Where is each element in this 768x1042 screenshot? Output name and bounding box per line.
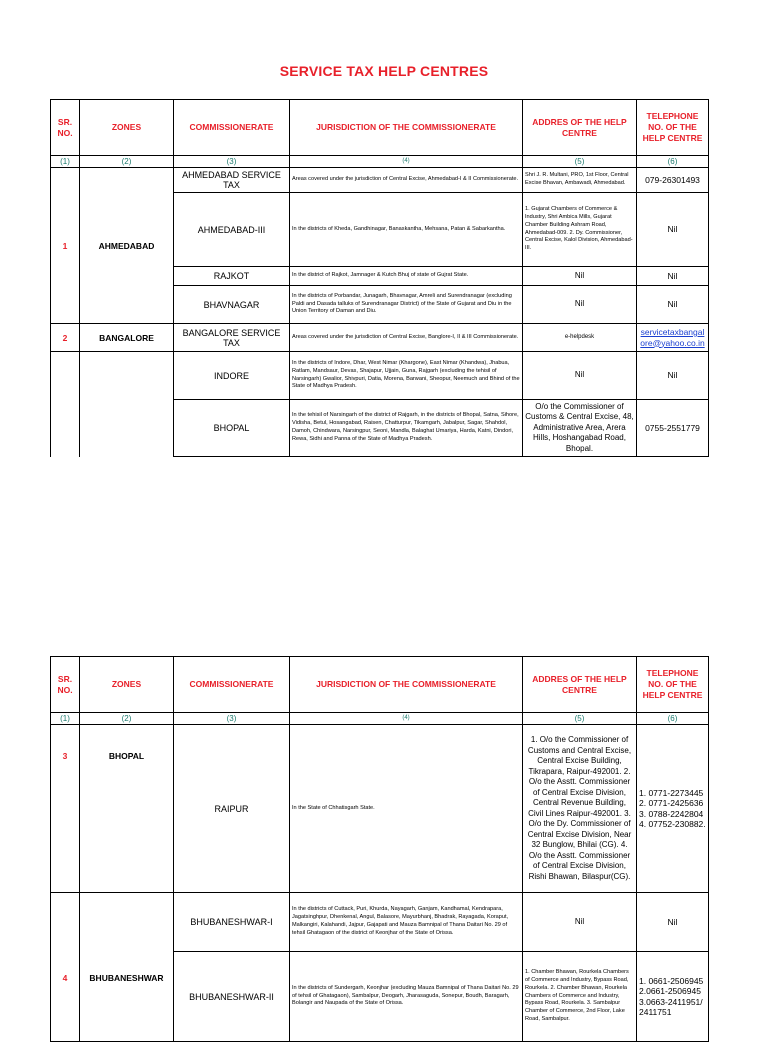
col-num: (3) (174, 713, 290, 725)
telephone: Nil (637, 193, 709, 267)
header-row (51, 100, 709, 156)
jurisdiction: In the State of Chhatisgarh State. (290, 725, 523, 893)
telephone: 079-26301493 (637, 168, 709, 193)
telephone: Nil (637, 893, 709, 952)
commissionerate: BHUBANESHWAR-I (174, 893, 290, 952)
header-telephone: TELEPHONE NO. OF THE HELP CENTRE (637, 657, 709, 713)
col-num: (5) (523, 156, 637, 168)
header-zones: ZONES (80, 657, 174, 713)
help-centre-address: Nil (523, 267, 637, 286)
commissionerate: BANGALORE SERVICE TAX (174, 324, 290, 352)
commissionerate: BHAVNAGAR (174, 286, 290, 324)
commissionerate: BHOPAL (174, 400, 290, 457)
col-num: (6) (637, 156, 709, 168)
sr-number: 1 (51, 168, 80, 324)
header-jurisdiction: JURISDICTION OF THE COMMISSIONERATE (290, 657, 523, 713)
header-telephone: TELEPHONE NO. OF THE HELP CENTRE (637, 100, 709, 156)
table-row (51, 168, 709, 193)
jurisdiction: In the districts of Cuttack, Puri, Khurda, Nayagarh, Ganjam, Kandhamal, Kendrapara, Jagatsinghpur, Dhenkenal, Angul, Balasore, Mayurbhanj, Bhadrak, Rayagada, Koraput, Malkangiri, Kalahandi, Jajpur, Gajapati and Mauza Bamnipal of Thana Daitari No. 29 of tehsil Ghatagaon of the district of Keonjhar of the State of Orissa. (290, 893, 523, 952)
jurisdiction: In the districts of Porbandar, Junagarh, Bhavnagar, Amreli and Surendranagar (excluding Paldi and Dasada talluks of Surendranagar District) of the State of Gujarat and Diu in the Union Territory of Daman and Diu. (290, 286, 523, 324)
commissionerate: BHUBANESHWAR-II (174, 952, 290, 1042)
header-commissionerate: COMMISSIONERATE (174, 657, 290, 713)
sr-number (51, 352, 80, 457)
col-num: (2) (80, 713, 174, 725)
telephone: 1. 0661-2506945 2.0661-2506945 3.0663-2411951/ 2411751 (637, 952, 709, 1042)
zone-name: BHUBANESHWAR (80, 893, 174, 1042)
column-number-row (51, 156, 709, 168)
header-address: ADDRES OF THE HELP CENTRE (523, 100, 637, 156)
commissionerate: RAIPUR (174, 725, 290, 893)
help-centre-address: 1. Gujarat Chambers of Commerce & Industry, Shri Ambica Mills, Gujarat Chamber Building Ashram Road, Ahmedabad-009. 2. Dy. Commissioner, Central Excise, Kalol Division, Ahmedabad-III. (523, 193, 637, 267)
jurisdiction: In the districts of Kheda, Gandhinagar, Banaskantha, Mehsana, Patan & Sabarkantha. (290, 193, 523, 267)
header-sr: SR. NO. (51, 100, 80, 156)
telephone: Nil (637, 352, 709, 400)
header-jurisdiction: JURISDICTION OF THE COMMISSIONERATE (290, 100, 523, 156)
table-row (51, 725, 709, 893)
commissionerate: AHMEDABAD-III (174, 193, 290, 267)
help-centre-address: e-helpdesk (523, 324, 637, 352)
commissionerate: RAJKOT (174, 267, 290, 286)
commissionerate: AHMEDABAD SERVICE TAX (174, 168, 290, 193)
header-address: ADDRES OF THE HELP CENTRE (523, 657, 637, 713)
jurisdiction: In the districts of Indore, Dhar, West Nimar (Khargone), East Nimar (Khandwa), Jhabua, Ratlam, Mandsaur, Devas, Shajapur, Ujjain, Guna, Rajgarh (excluding the tehisil of Narsingarh) Gwalior, Shivpuri, Datia, Morena, Barwani, Sheopur, Neemuch and Bhind of the State of Madhya Pradesh. (290, 352, 523, 400)
zone-name: BHOPAL (80, 725, 174, 893)
telephone: Nil (637, 267, 709, 286)
help-centres-table-1 (50, 99, 709, 457)
telephone: Nil (637, 286, 709, 324)
col-num: (6) (637, 713, 709, 725)
header-zones: ZONES (80, 100, 174, 156)
help-centre-address: Nil (523, 352, 637, 400)
col-num: (3) (174, 156, 290, 168)
jurisdiction: Areas covered under the jurisdiction of Central Excise, Ahmedabad-I & II Commissionerate. (290, 168, 523, 193)
commissionerate: INDORE (174, 352, 290, 400)
jurisdiction: In the tehisil of Narsingarh of the district of Rajgarh, in the districts of Bhopal, Satna, Sihore, Vidisha, Betul, Hosangabad, Raisen, Chatturpur, Tikamgarh, Jabalpur, Sagar, Shahdol, Damoh, Chindwara, Narsingpur, Seoni, Mandla, Balaghat Umariya, Harda, Katni, Dindori, Rewa, Sidhi and Panna of the State of Madhya Pradesh. (290, 400, 523, 457)
jurisdiction: In the district of Rajkot, Jamnager & Kutch Bhuj of state of Gujrat State. (290, 267, 523, 286)
help-centre-address: Nil (523, 286, 637, 324)
col-num: (1) (51, 156, 80, 168)
table-row (51, 352, 709, 400)
col-num: (1) (51, 713, 80, 725)
jurisdiction: In the districts of Sundergarh, Keonjhar (excluding Mauza Bamnipal of Thana Daitari No. 29 of tehsil of Ghatagaon), Sambalpur, Deogarh, Jharasaguda, Sonepur, Boudh, Baragarh, Bolangir and Naupada of the State of Orissa. (290, 952, 523, 1042)
sr-number: 3 (51, 725, 80, 893)
help-centre-address: O/o the Commissioner of Customs & Central Excise, 48, Administrative Area, Arera Hills, Hoshangabad Road, Bhopal. (523, 400, 637, 457)
page-title: SERVICE TAX HELP CENTRES (279, 63, 489, 79)
sr-number: 2 (51, 324, 80, 352)
jurisdiction: Areas covered under the jurisdiction of Central Excise, Banglore-I, II & III Commissionerate. (290, 324, 523, 352)
help-centre-address: 1. Chamber Bhawan, Rourkela Chambers of Commerce and Industry, Bypass Road, Rourkela. 2. Chamber Bhawan, Rourkela Chambers of Commerce and Industry, Bypass Road, Rourkela. 3. Sambalpur Chamber of Commerce, 2nd Floor, Lake Road, Sambalpur. (523, 952, 637, 1042)
col-num: (4) (290, 713, 523, 725)
col-num: (4) (290, 156, 523, 168)
column-number-row (51, 713, 709, 725)
telephone: 1. 0771-2273445 2. 0771-2425636 3. 0788-2242804 4. 07752-230882. (637, 725, 709, 893)
zone-name: BANGALORE (80, 324, 174, 352)
help-centre-address: Nil (523, 893, 637, 952)
table-row (51, 324, 709, 352)
telephone-email-link[interactable]: servicetaxbangalore@yahoo.co.in (637, 324, 709, 352)
header-sr: SR. NO. (51, 657, 80, 713)
zone-name (80, 352, 174, 457)
header-row (51, 657, 709, 713)
table-row (51, 893, 709, 952)
help-centre-address: 1. O/o the Commissioner of Customs and Central Excise, Central Excise Building, Tikrapara, Raipur-492001. 2. O/o the Asstt. Commissioner of Central Excise Division, Central Revenue Building, Civil Lines Raipur-492001. 3. O/o the Dy. Commissioner of Central Excise Division, Near 32 Bunglow, Bhilai (CG). 4. O/o the Asstt. Commissioner of Central Excise Division, Rishi Bhawan, Bilaspur(CG). (523, 725, 637, 893)
col-num: (2) (80, 156, 174, 168)
help-centre-address: Shri J. R. Multani, PRO, 1st Floor, Central Excise Bhavan, Ambawadi, Ahmedabad. (523, 168, 637, 193)
sr-number: 4 (51, 893, 80, 1042)
col-num: (5) (523, 713, 637, 725)
header-commissionerate: COMMISSIONERATE (174, 100, 290, 156)
zone-name: AHMEDABAD (80, 168, 174, 324)
telephone: 0755-2551779 (637, 400, 709, 457)
help-centres-table-2 (50, 656, 709, 1042)
